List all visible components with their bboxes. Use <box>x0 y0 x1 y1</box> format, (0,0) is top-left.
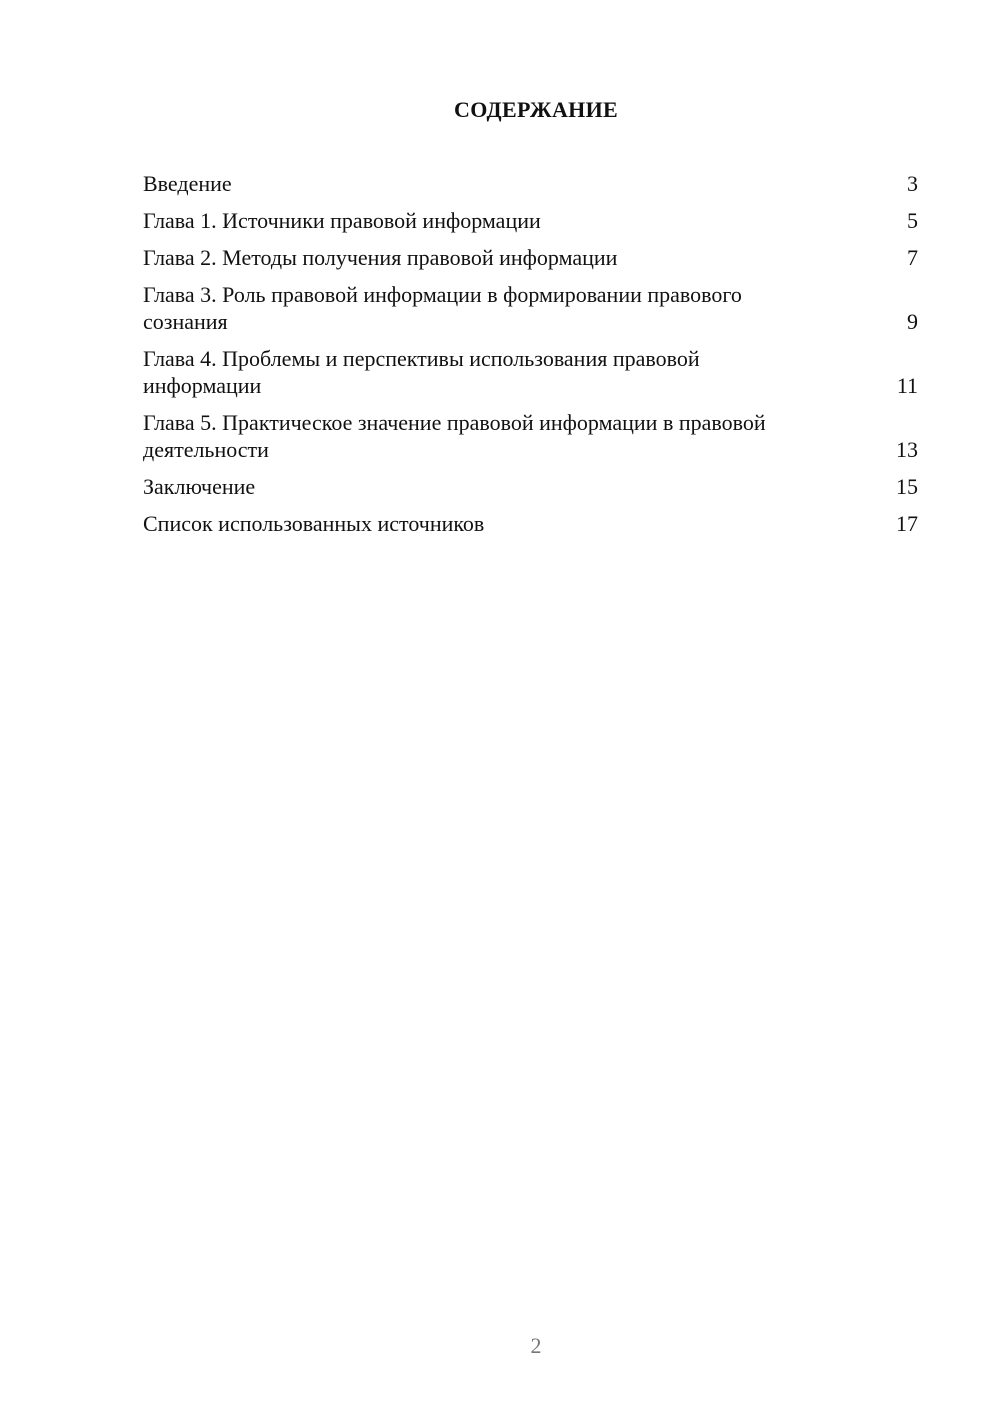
toc-entry-page: 3 <box>907 171 918 196</box>
table-of-contents <box>143 170 918 547</box>
toc-entry-page: 11 <box>896 373 918 398</box>
toc-entry <box>143 281 918 335</box>
toc-entry <box>143 510 918 537</box>
toc-entry <box>143 207 918 234</box>
toc-entry-page: 17 <box>896 511 918 536</box>
toc-entry-page: 13 <box>896 437 918 462</box>
toc-entry-page: 5 <box>907 208 918 233</box>
toc-entry-title: Глава 4. Проблемы и перспективы использования правовой информации <box>143 346 700 398</box>
toc-entry-title: Заключение <box>143 474 256 499</box>
toc-entry-title: Глава 3. Роль правовой информации в формировании правового сознания <box>143 282 742 334</box>
toc-entry <box>143 345 918 399</box>
toc-entry-title: Введение <box>143 171 232 196</box>
page-title: СОДЕРЖАНИЕ <box>454 97 618 122</box>
toc-entry-page: 9 <box>907 309 918 334</box>
toc-entry <box>143 170 918 197</box>
toc-entry-title: Глава 5. Практическое значение правовой информации в правовой деятельности <box>143 410 766 462</box>
toc-entry-title: Глава 2. Методы получения правовой информации <box>143 245 618 270</box>
toc-entry-title: Глава 1. Источники правовой информации <box>143 208 541 233</box>
toc-entry <box>143 409 918 463</box>
toc-entry-page: 15 <box>896 474 918 499</box>
toc-entry <box>143 244 918 271</box>
toc-entry <box>143 473 918 500</box>
page-number: 2 <box>530 1333 542 1358</box>
toc-entry-title: Список использованных источников <box>143 511 485 536</box>
toc-entry-page: 7 <box>907 245 918 270</box>
